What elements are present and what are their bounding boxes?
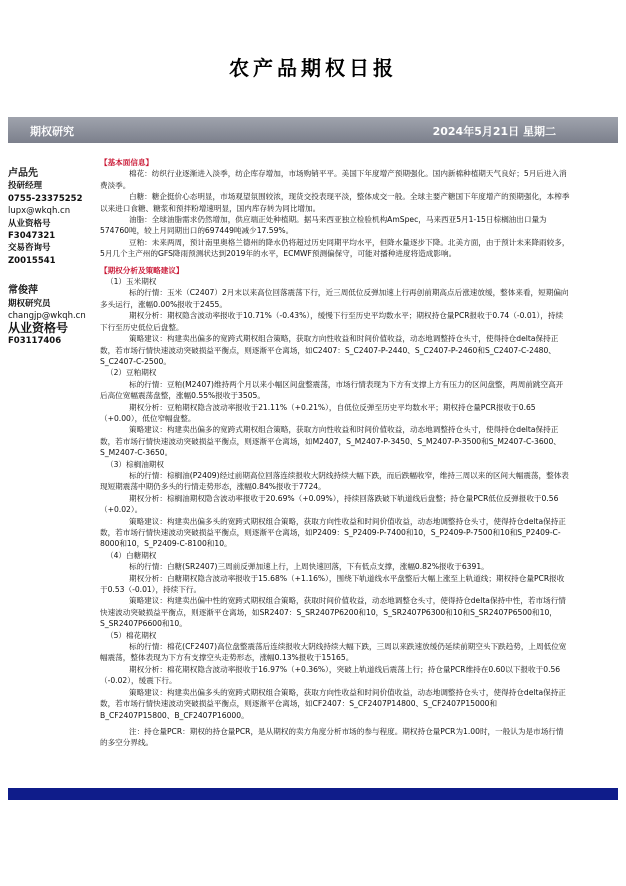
section-factor: 期权分析：白糖期权隐含波动率报收于15.68%（+1.16%），围绕下轨道线水平盘整后大幅上涨至上轨道线；期权持仓量PCR报收于0.53（-0.01），持续下行。 (100, 573, 565, 595)
analyst-sidebar (8, 168, 100, 347)
report-title: 农产品期权日报 (229, 56, 397, 80)
section-title: （3）棕榈油期权 (106, 459, 164, 469)
section-strategy: 策略建议：构建卖出偏多的宽跨式期权组合策略，获取方向性收益和时间价值收益，动态地调整持仓头寸，使得持仓delta保持正数，若市场行情快速波动突破损益平衡点，则逐渐平仓离场，如C2407：S_C2407-P-2440、S_C2407-P-2460和S_C2407-C-2480、S_C2407-C-2500。 (100, 334, 559, 366)
section-strategy: 策略建议：构建卖出偏多头的宽跨式期权组合策略，获取方向性收益和时间价值收益，动态地调整持仓头寸，使得持仓delta保持正数，若市场行情快速波动突破损益平衡点，则逐渐平仓离场，如CF2407：S_CF2407P14800、S_CF2407P15000和B_CF2407P15800、B_CF2407P16000。 (100, 687, 566, 720)
section-trend: 标的行情：棉花(CF2407)高位盘整震荡后连续报收大阴线持续大幅下跌，三周以来跌速放缓仍延续前期空头下跌趋势，上周低位宽幅震荡，整体表现为下方有支撑空头走势形态，涨幅0.13%报收于15165。 (100, 642, 567, 663)
section-title: （2）豆粕期权 (106, 368, 157, 378)
basics-soymeal: 豆粕：未来两周，预计南里奥格兰德州的降水仍将超过历史同期平均水平，但降水量逐步下降。北美方面，由于预计未来降雨较多，5月几个主产州的GFS降雨预测状达到2019年的水平，ECMWF预测偏保守，可能对播种进度将造成影响。 (100, 237, 570, 259)
section-strategy: 策略建议：构建卖出偏多的宽跨式期权组合策略，获取方向性收益和时间价值收益，动态地调整持仓头寸，使得持仓delta保持正数，若市场行情快速波动突破损益平衡点，则逐渐平仓离场，如M2407，S_M2407-P-3450、S_M2407-P-3500和S_M2407-C-3600、S_M2407-C-3650。 (100, 425, 561, 458)
researcher-role: 期权研究员 (8, 298, 51, 309)
footer-bar (8, 788, 618, 800)
report-body (100, 157, 570, 749)
researcher-email[interactable]: changjp@wkqh.cn (8, 311, 86, 322)
section-title: （4）白糖期权 (106, 550, 157, 560)
report-date: 2024年5月21日 星期二 (432, 125, 556, 138)
section-title: （1）玉米期权 (106, 277, 157, 287)
section-strategy: 策略建议：构建卖出偏中性的宽跨式期权组合策略，获取时间价值收益，动态地调整仓头寸，使得持仓delta保持中性，若市场行情快速波动突破损益平衡点，则逐渐平仓离场，如SR2407：S_SR2407P6200和10，S_SR2407P6300和10和S_SR2407P6500和10，S_SR2407P6600和10。 (100, 596, 566, 629)
pcr-note: 注：持仓量PCR：期权的持仓量PCR，是从期权的卖方角度分析市场的参与程度。期权持仓量PCR为1.00时，一般认为是市场行情的多空分界线。 (100, 726, 564, 748)
basics-cotton: 棉花：纺织行业逐渐进入淡季，纺企库存增加，市场购销平平。美国下年度增产预期强化。国内新棉种植期天气良好；5月后进入消费淡季。 (100, 169, 567, 190)
analysis-heading: 【期权分析及策略建议】 (100, 265, 184, 275)
section-factor: 期权分析：棉花期权隐含波动率报收于16.97%（+0.36%），突破上轨道线后震荡上行；持仓量PCR维持在0.60以下报收于0.56（-0.02），缓震下行。 (100, 664, 561, 686)
analyst-consult-id: Z0015541 (8, 255, 56, 266)
section-trend: 标的行情：棕榈油(P2409)经过前期高位回落连续报收大阴线持续大幅下跌，而后跌幅收窄，维持三周以来的区间大幅震荡，整体表现短期震荡中期仍多头的行情走势形态，涨幅0.84%报收于7724。 (100, 470, 569, 492)
analyst-qual-label: 从业资格号 (8, 218, 51, 229)
basics-sugar: 白糖：糖企挺价心态明显，市场观望氛围较浓，现货交投表现平淡，整体成交一般。全球主要产糖国下年度增产的预期强化，本榨季以来进口食糖、糖浆和预拌粉增速明显，国内库存转为同比增加。 (100, 192, 570, 213)
section-label: 期权研究 (30, 125, 74, 138)
researcher-qual-id: F03117406 (8, 335, 62, 346)
section-trend: 标的行情：白糖(SR2407)三周前反弹加速上行，上周快速回落，下有低点支撑，涨幅0.82%报收于6391。 (129, 562, 489, 572)
section-trend: 标的行情：豆粕(M2407)维持两个月以来小幅区间盘整震荡，市场行情表现为下方有支撑上方有压力的区间盘整，两周前跳空高开后高位宽幅震荡盘整，涨幅0.55%报收于3505。 (100, 379, 564, 401)
section-factor: 期权分析：期权隐含波动率报收于10.71%（-0.43%），缓慢下行至历史平均数水平；期权持仓量PCR报收于0.74（-0.01），持续下行至历史低位后盘整。 (100, 311, 564, 332)
analyst-email[interactable]: lupx@wkqh.cn (8, 206, 71, 217)
analyst-qual-id: F3047321 (8, 231, 56, 242)
analyst-consult-label: 交易咨询号 (8, 243, 51, 254)
researcher-name: 常俊萍 (8, 285, 38, 297)
analyst-role: 投研经理 (8, 181, 43, 192)
researcher-qual-label: 从业资格号 (8, 321, 69, 336)
header-banner (8, 117, 618, 143)
section-factor: 期权分析：豆粕期权隐含波动率报收于21.11%（+0.21%），自低位反弹至历史平均数水平；期权持仓量PCR报收于0.65（+0.00），低位窄幅盘整。 (100, 402, 536, 423)
section-strategy: 策略建议：构建卖出偏多头的宽跨式期权组合策略，获取方向性收益和时间价值收益，动态地调整持仓头寸，使得持仓delta保持正数，若市场行情快速波动突破损益平衡点，则逐渐平仓离场，如P2409：S_P2409-P-7400和10，S_P2409-P-7500和10和S_P2409-C-8000和10，S_P2409-C-8100和10。 (100, 516, 566, 549)
section-title: （5）棉花期权 (106, 630, 157, 640)
basics-heading: 【基本面信息】 (100, 158, 154, 167)
analyst-name: 卢品先 (8, 168, 38, 179)
basics-oils: 油脂：全球油脂需求仍然增加，供应端正处种植期。据马来西亚独立检验机构AmSpec，马来西亚5月1-15日棕榈油出口量为574760吨，较上月同期出口的697449吨减少17.59%。 (100, 215, 547, 236)
analyst-phone: 0755-23375252 (8, 193, 83, 204)
section-trend: 标的行情：玉米（C2407）2月末以来高位回落震荡下行，近三周低位反弹加速上行再创前期高点后涨速放缓，整体来看，短期偏向多头运行，涨幅0.00%报收于2455。 (100, 288, 569, 309)
section-factor: 期权分析：棕榈油期权隐含波动率报收于20.69%（+0.09%），持续回落跌破下轨道线后盘整；持仓量PCR低位反弹报收于0.56（+0.02）。 (100, 493, 559, 515)
